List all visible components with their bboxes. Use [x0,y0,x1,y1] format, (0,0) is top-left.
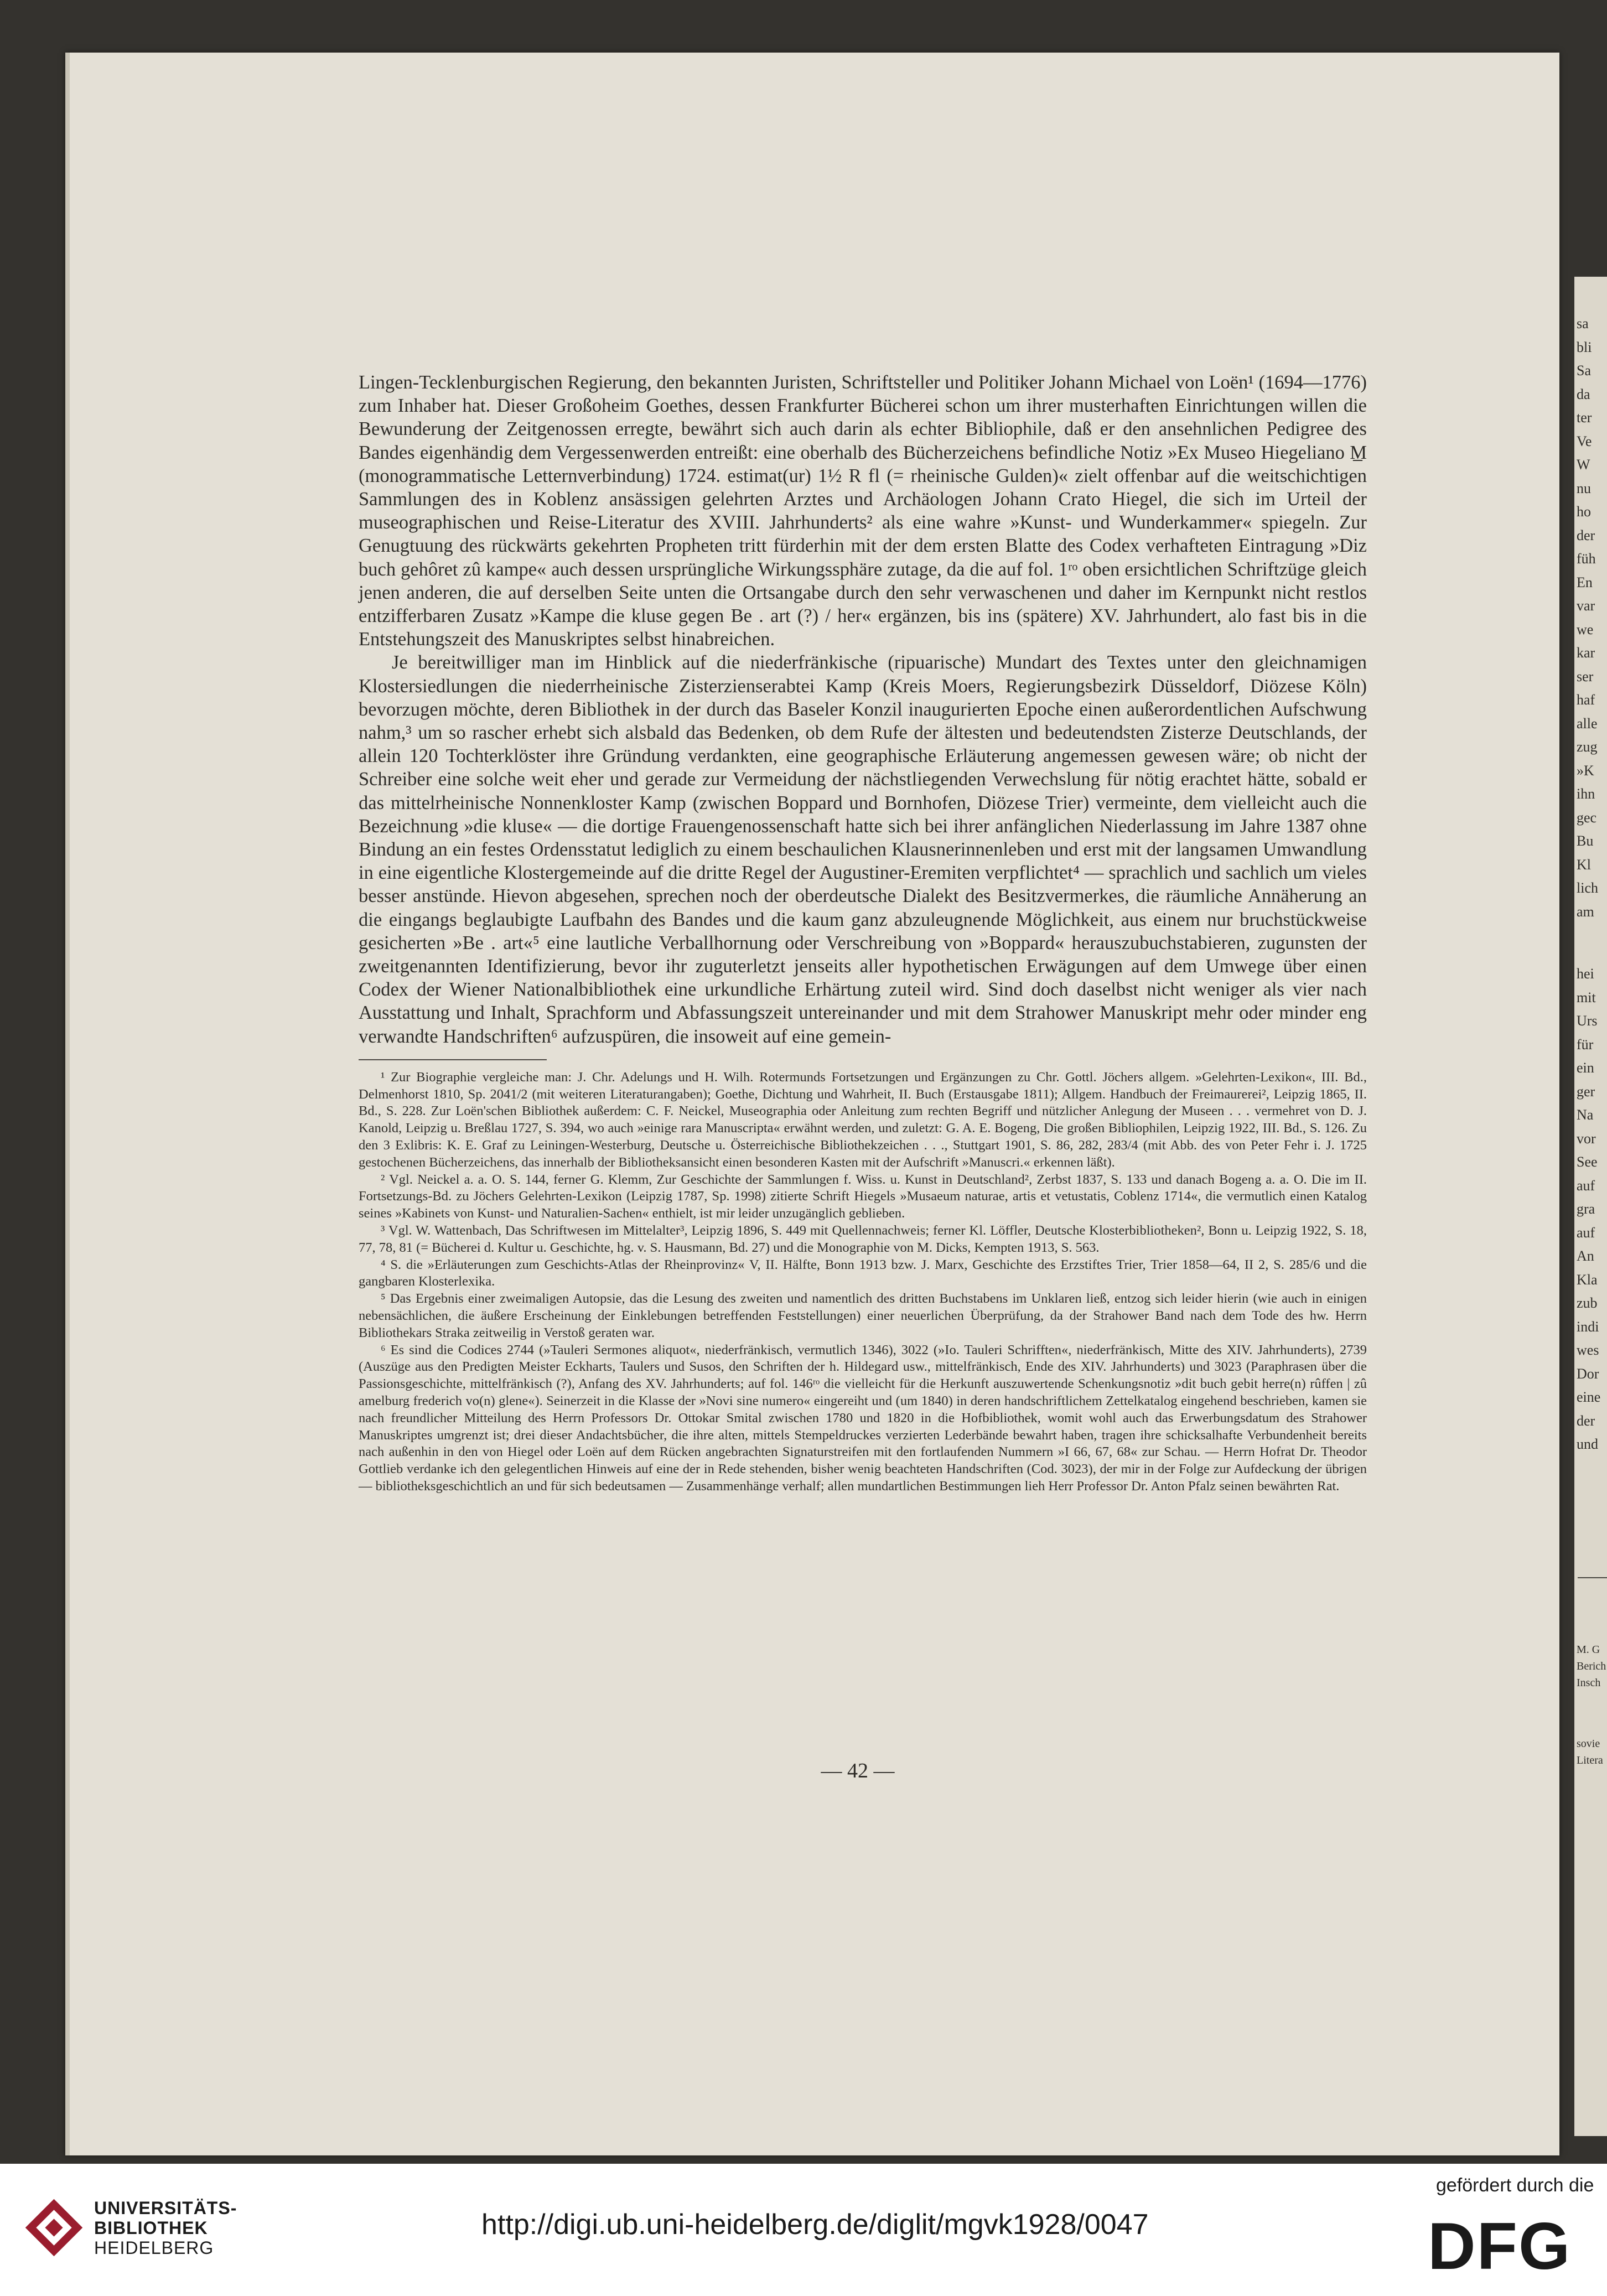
adjacent-page-fragment: vor [1577,1130,1596,1147]
footnote-3: ³ Vgl. W. Wattenbach, Das Schriftwesen im Mittelalter³, Leipzig 1896, S. 449 mit Quellennachweis; ferner Kl. Löffler, Deutsche Klosterbibliotheken², Bonn u. Leipzig 1922, S. 18, 77, 78, 81 (= Bücherei d. Kultur u. Geschichte, hg. v. S. Hausmann, Bd. 27) und die Monographie von M. Dicks, Kempten 1913, S. 563. [359,1223,1367,1255]
adjacent-page-fragment: Na [1577,1107,1594,1123]
adjacent-page-fragment: da [1577,386,1590,402]
adjacent-page-fragment: für [1577,1036,1594,1053]
adjacent-page-fragment: indi [1577,1318,1599,1335]
footnote-1: ¹ Zur Biographie vergleiche man: J. Chr. Adelungs und H. Wilh. Rotermunds Fortsetzungen und Ergänzungen zu Chr. Gottl. Jöchers allgem. »Gelehrten-Lexikon«, III. Bd., Delmenhorst 1810, Sp. 2041/2 (mit weiteren Literaturangaben); Goethe, Dichtung und Wahrheit, II. Buch (Erstausgabe 1811); Allgem. Handbuch der Freimaurerei², Leipzig 1865, II. Bd., S. 228. Zur Loën'schen Bibliothek außerdem: C. F. Neickel, Museographia oder Anleitung zum rechten Begriff und nützlicher Anlegung der Museen . . . vermehret von D. J. Kanold, Leipzig u. Breßlau 1727, S. 394, wo auch »einige rara Manuscripta« erwähnt werden, und zuletzt: G. A. E. Bogeng, Die großen Bibliophilen, Leipzig 1922, III. Bd., S. 126. Zu den 3 Exlibris: K. E. Graf zu Leiningen-Westerburg, Deutsche u. Österreichische Bibliothekzeichen . . ., Stuttgart 1901, S. 86, 282, 283/4 (mit Abb. des von Peter Fehr i. J. 1725 gestochenen Bücherzeichens, das innerhalb der Bibliotheksansicht einen besonderen Kasten mit der Aufschrift »Manuscri.« erkennen läßt). [359,1069,1367,1170]
footnote-rule [359,1059,547,1060]
funding-caption: gefördert durch die [1436,2175,1594,2196]
adjacent-page-fragment: bli [1577,339,1592,355]
adjacent-page-fragment: Ve [1577,433,1592,449]
adjacent-page-fragment: »K [1577,762,1594,779]
adjacent-page-fragment: der [1577,1412,1595,1429]
adjacent-page-fragment: Sa [1577,362,1591,379]
adjacent-page-fragment: See [1577,1154,1598,1170]
adjacent-page-fragment: eine [1577,1389,1601,1405]
adjacent-page-fragment: ein [1577,1060,1594,1076]
body-paragraph-1: Lingen-Tecklenburgischen Regierung, den bekannten Juristen, Schriftsteller und Politiker Johann Michael von Loën¹ (1694—1776) zum Inhaber hat. Dieser Großoheim Goethes, dessen Frankfurter Bücherei schon um ihrer musterhaften Einrichtungen willen die Bewunderung der Zeitgenossen erregte, bewährt sich auch darin als echter Bibliophile, daß er den ansehnlichen Pedigree des Bandes eigenhändig dem Vergessenwerden entreißt: eine oberhalb des Bücherzeichens befindliche Notiz »Ex Museo Hiegeliano M̲ (monogrammatische Letternverbindung) 1724. estimat(ur) 1½ R fl (= rheinische Gulden)« zielt offenbar auf die weitschichtigen Sammlungen des in Koblenz ansässigen gelehrten Arztes und Archäologen Johann Crato Hiegel, die sich im Urteil der museographischen und Reise-Literatur des XVIII. Jahrhunderts² als eine wahre »Kunst- und Wunderkammer« spiegeln. Zur Genugtuung des rückwärts gekehrten Propheten tritt fürderhin mit der dem ersten Blatte des Codex verhafteten Eintragung »Diz buch gehôret zû kampe« auch dessen ursprüngliche Wirkungssphäre zutage, da die auf fol. 1ʳᵒ oben ersichtlichen Schriftzüge gleich jenen anderen, die auf derselben Seite unten die Ortsangabe durch den sehr verwaschenen und daher im Kernpunkt nicht restlos entzifferbaren Zusatz »Kampe die kluse gegen Be . art (?) / her« ergänzen, bis ins (spätere) XV. Jahrhundert, alo fast bis in die Entstehungszeit des Manuskriptes selbst hinabreichen. [359,372,1367,650]
adjacent-page-fragment: gra [1577,1201,1595,1217]
library-name-line-2: BIBLIOTHEK [94,2218,208,2238]
adjacent-page-fragment: An [1577,1248,1594,1264]
adjacent-page-fragment: auf [1577,1224,1595,1241]
page-number: — 42 — [821,1759,895,1782]
footnote-4: ⁴ S. die »Erläuterungen zum Geschichts-Atlas der Rheinprovinz« V, II. Hälfte, Bonn 1913 bzw. J. Marx, Geschichte des Erzstiftes Trier, Trier 1858—64, II 2, S. 285/6 und die gangbaren Klosterlexika. [359,1257,1367,1289]
adjacent-page-fragment: Kl [1577,856,1591,873]
digital-copy-link[interactable]: http://digi.ub.uni-heidelberg.de/diglit/mgvk1928/0047 [481,2209,1149,2241]
footnote-5: ⁵ Das Ergebnis einer zweimaligen Autopsie, das die Lesung des zweiten und namentlich des dritten Buchstabens im Unklaren ließ, entzog sich leider hierin (wie auch in einigen nebensächlichen, die äußere Erscheinung der Einklebungen betreffenden Feststellungen) einer neuerlichen Überprüfung, da der Strahower Band nach dem Tode des hw. Herrn Bibliothekars Straka zeitweilig in Verstoß geraten war. [359,1291,1367,1340]
dfg-logo: DFG [1428,2209,1572,2283]
page-edge [65,53,70,2155]
adjacent-page-fragment: haf [1577,692,1595,708]
adjacent-page-rule [1578,1577,1607,1578]
footnote-2: ² Vgl. Neickel a. a. O. S. 144, ferner G. Klemm, Zur Geschichte der Sammlungen f. Wiss. u. Kunst in Deutschland², Zerbst 1837, S. 133 und danach Bogeng a. a. O. Die im II. Fortsetzungs-Bd. zu Jöchers Gelehrten-Lexikon (Leipzig 1787, Sp. 1998) zitierte Schrift Hiegels »Musaeum naturae, artis et vetustatis, Coblenz 1714«, die vermutlich einen Katalog seines »Kabinets von Kunst- und Naturalien-Sachen« enthielt, ist mir leider unzugänglich geblieben. [359,1172,1367,1221]
adjacent-page-fragment: zug [1577,739,1598,755]
adjacent-page-fragment: ihn [1577,786,1595,802]
adjacent-page-footnote-fragment: Insch [1577,1677,1601,1689]
adjacent-page-fragment: hei [1577,966,1594,982]
adjacent-page-footnote-fragment: Litera [1577,1754,1603,1766]
adjacent-page-fragment: zub [1577,1295,1598,1311]
viewer-footer [0,2164,1607,2296]
ub-heidelberg-logo-icon [22,2196,86,2259]
library-name [94,2198,237,2258]
library-name-line-3: HEIDELBERG [94,2238,214,2258]
adjacent-page-footnote-fragment: sovie [1577,1738,1600,1750]
adjacent-page-fragment: und [1577,1436,1598,1452]
footnote-6: ⁶ Es sind die Codices 2744 (»Tauleri Sermones aliquot«, niederfränkisch, vermutlich 1346), 3022 (»Io. Tauleri Schrifften«, niederfränkisch, Mitte des XIV. Jahrhunderts), 2739 (Auszüge aus den Predigten Meister Eckharts, Taulers und Susos, den Schriften der h. Hildegard usw., mittelfränkisch, Ende des XIV. Jahrhunderts) und 3023 (Paraphrasen über die Passionsgeschichte, mittelfränkisch (?), Anfang des XV. Jahrhunderts; auf fol. 146ʳᵒ die vielleicht für die Herkunft auszuwertende Schenkungsnotiz »dit buch gebit herre(n) rûffen | zû amelburg frederich vo(n) glene«). Seinerzeit in die Klasse der »Novi sine numero« eingereiht und (um 1840) in deren handschriftlichem Zettelkatalog eingehend beschrieben, kamen sie nach freundlicher Mitteilung des Herrn Professors Dr. Ottokar Smital zwischen 1780 und 1820 in die Hofbibliothek, womit wohl auch das Erwerbungsdatum des Strahower Manuskriptes umgrenzt ist; drei dieser Andachtsbücher, die ihre alten, mittels Stempeldruckes verzierten Lederbände bewahrt haben, tragen ihre schicksalhafte Verbundenheit bereits nach außenhin in den von Hiegel oder Loën auf dem Rücken angebrachten Signaturstreifen mit den fortlaufenden Nummern »I 66, 67, 68« zur Schau. — Herrn Hofrat Dr. Theodor Gottlieb verdanke ich den gelegentlichen Hinweis auf eine der in Rede stehenden, bisher wenig beachteten Handschriften (Cod. 3023), der mir in der Folge zur Aufdeckung der übrigen — bibliotheksgeschichtlich an und für sich bedeutsamen — Zusammenhänge verhalf; allen mundartlichen Bestimmungen lieh Herr Professor Dr. Anton Pfalz seinen bewährten Rat. [359,1342,1367,1494]
adjacent-page-fragment: nu [1577,480,1591,496]
adjacent-page-fragment: ger [1577,1083,1595,1100]
adjacent-page-fragment: ter [1577,410,1592,426]
adjacent-page-fragment: gec [1577,809,1597,826]
adjacent-page-fragment: Bu [1577,833,1594,849]
page-text-block [359,371,1367,1495]
adjacent-page-fragment: am [1577,903,1594,920]
adjacent-page-fragment: mit [1577,989,1596,1006]
adjacent-page-fragment: lich [1577,880,1598,896]
adjacent-page-edge [1574,277,1607,2136]
adjacent-page-fragment: we [1577,621,1594,638]
adjacent-page-fragment: Dor [1577,1365,1599,1382]
adjacent-page-footnote-fragment: Berich [1577,1660,1606,1672]
adjacent-page-fragment: W [1577,457,1590,473]
adjacent-page-fragment: sa [1577,315,1589,331]
adjacent-page-fragment: var [1577,598,1595,614]
library-name-line-1: UNIVERSITÄTS- [94,2198,237,2218]
adjacent-page-fragment: auf [1577,1177,1595,1194]
body-paragraph-2: Je bereitwilliger man im Hinblick auf die niederfränkische (ripuarische) Mundart des Textes unter den gleichnamigen Klostersiedlungen die niederrheinische Zisterzienserabtei Kamp (Kreis Moers, Regierungsbezirk Düsseldorf, Diözese Köln) bevorzugen möchte, deren Bibliothek in der durch das Baseler Konzil inaugurierten Epoche einen außerordentlichen Aufschwung nahm,³ um so rascher erhebt sich alsbald das Bedenken, ob dem Rufe der ältesten und bedeutendsten Zisterze Deutschlands, der allein 120 Tochterklöster ihre Gründung verdankten, eine geographische Erläuterung angemessen gewesen wäre; ob nicht der Schreiber eine solche weit eher und gerade zur Vermeidung der nächstliegenden Verwechslung für nötig erachtet hätte, sobald er das mittelrheinische Nonnenkloster Kamp (zwischen Boppard und Bornhofen, Diözese Trier) vermeinte, dem vielleicht auch die Bezeichnung »die kluse« — die dortige Frauengenossenschaft hatte sich bei ihrer anfänglichen Niederlassung im Jahre 1387 ohne Bindung an ein festes Ordensstatut lediglich zu einem beschaulichen Klausnerinnenleben und erst mit der langsamen Umwandlung in eine eigentliche Klostergemeinde auf die dritte Regel der Augustiner-Eremiten verpflichtet⁴ — sprachlich und sachlich um vieles besser anstünde. Hievon abgesehen, sprechen noch der oberdeutsche Dialekt des Besitzvermerkes, die räumliche Annäherung an die eingangs beglaubigte Laufbahn des Bandes und die kaum ganz abzuleugnende Möglichkeit, aus einem nur bruchstückweise gesicherten »Be . art«⁵ eine lautliche Verballhornung oder Verschreibung von »Boppard« herauszubuchstabieren, zugunsten der zweitgenannten Identifizierung, bevor ihr zuguterletzt jenseits aller hypothetischen Erwägungen auf dem Umwege über einen Codex der Wiener Nationalbibliothek eine urkundliche Erhärtung zuteil wird. Sind doch daselbst nicht weniger als vier nach Ausstattung und Inhalt, Sprachform und Abfassungszeit untereinander und mit dem Strahower Manuskript mehr oder minder eng verwandte Handschriften⁶ aufzuspüren, die insoweit auf eine gemein- [359,652,1367,1047]
adjacent-page-footnote-fragment: M. G [1577,1644,1600,1656]
adjacent-page-fragment: Urs [1577,1013,1598,1029]
adjacent-page-fragment: ho [1577,504,1591,520]
adjacent-page-fragment: füh [1577,551,1596,567]
adjacent-page-fragment: En [1577,574,1593,590]
adjacent-page-fragment: Kla [1577,1271,1598,1288]
adjacent-page-fragment: ser [1577,668,1594,685]
adjacent-page-fragment: kar [1577,645,1595,661]
adjacent-page-fragment: wes [1577,1342,1599,1358]
adjacent-page-fragment: alle [1577,715,1598,732]
adjacent-page-fragment: der [1577,527,1595,543]
